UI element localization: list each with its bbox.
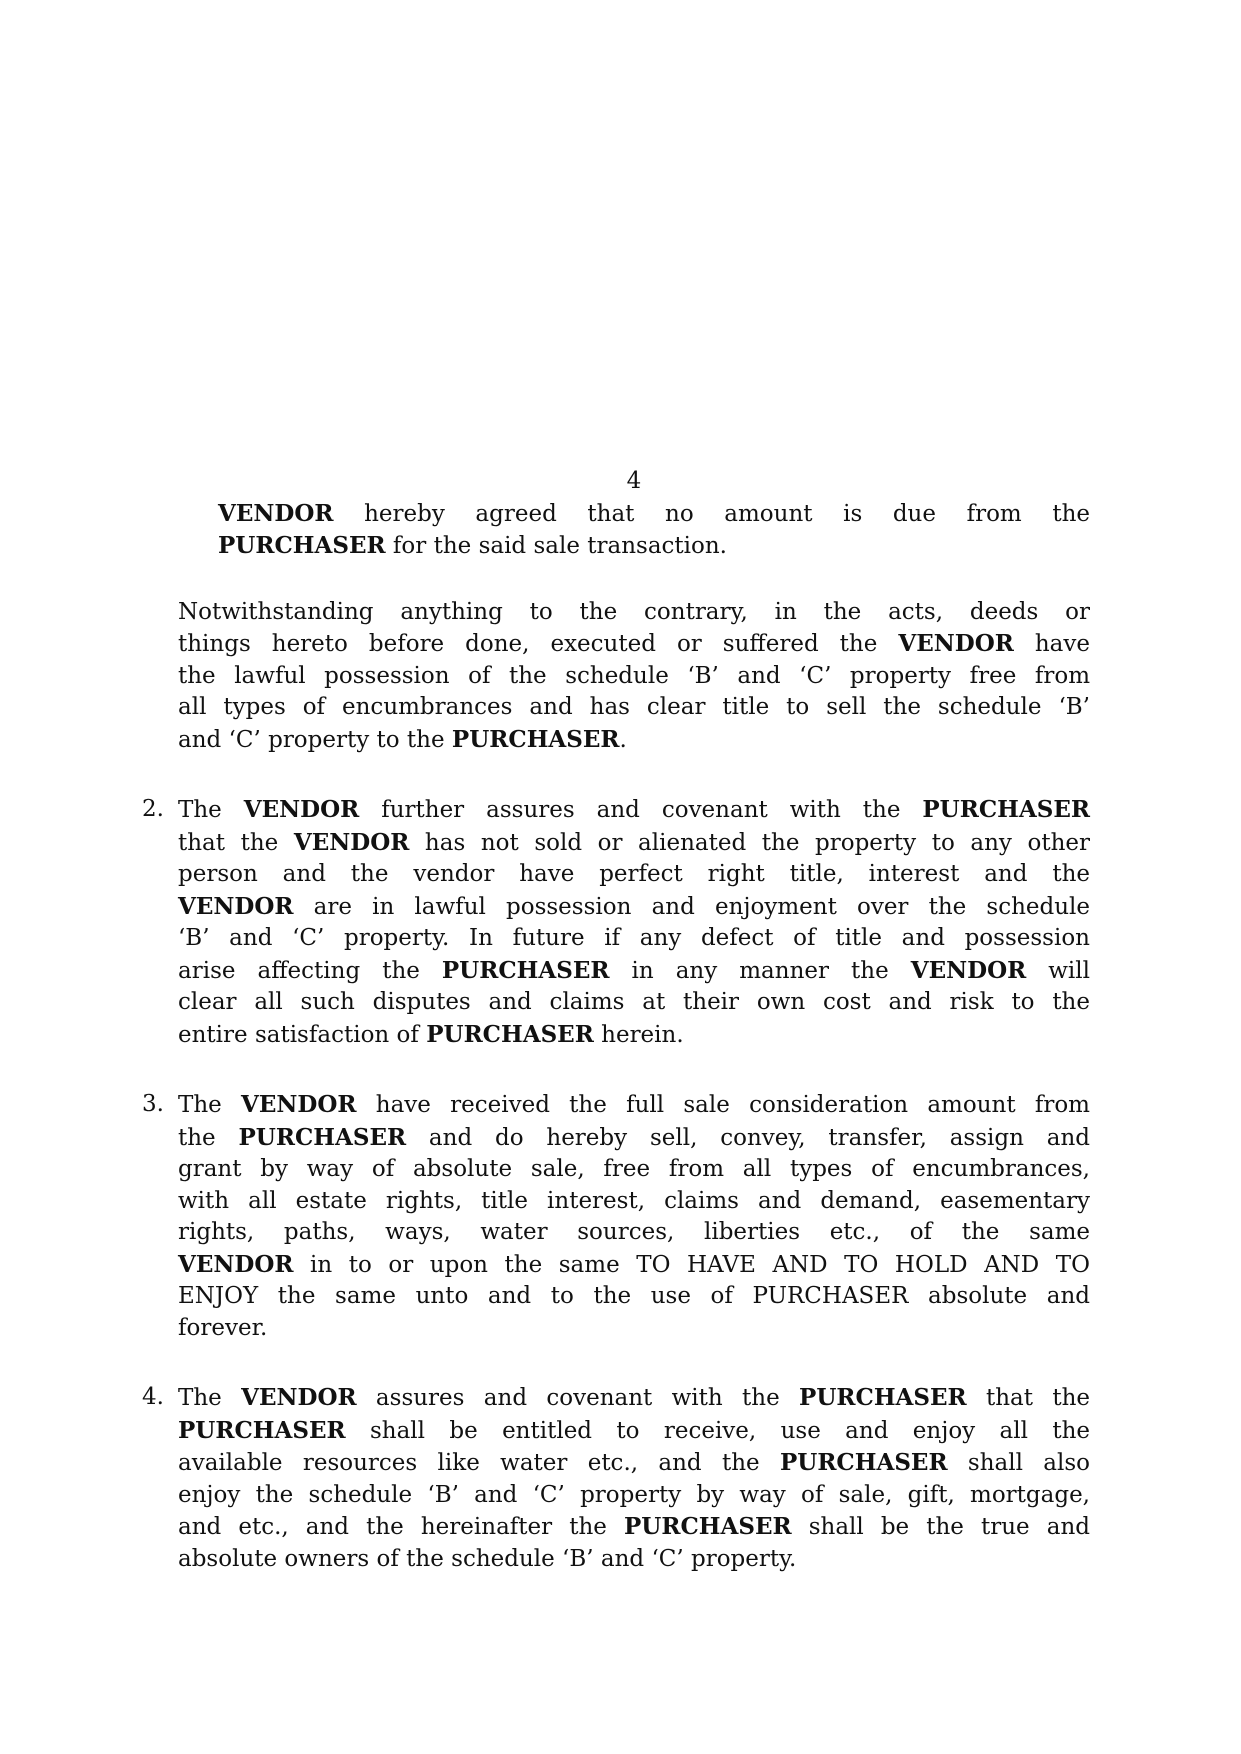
text-run: available resources like water etc., and the — [178, 1450, 780, 1476]
text-run: in to or upon the same TO HAVE AND TO HOLD AND TO — [293, 1251, 1090, 1278]
text-run: ENJOY the same unto and to the use of PURCHASER absolute and — [178, 1283, 1090, 1309]
text-run: with all estate rights, title interest, claims and demand, easementary — [178, 1187, 1090, 1214]
bold-term: VENDOR — [293, 828, 410, 856]
bold-term: PURCHASER — [441, 956, 610, 984]
text-run: the lawful possession of the schedule ‘B’ and ‘C’ property free from — [178, 662, 1090, 689]
bold-term: PURCHASER — [218, 532, 386, 559]
list-item-4 — [142, 1382, 1091, 1575]
text-line — [178, 827, 1090, 860]
text-line — [218, 530, 1090, 563]
text-line — [178, 1186, 1090, 1218]
text-run: that the — [966, 1385, 1090, 1411]
text-run: . — [619, 726, 627, 753]
text-run: absolute owners of the schedule ‘B’ and ‘C’ property. — [178, 1545, 797, 1572]
text-line — [178, 987, 1090, 1019]
text-run: are in lawful possession and enjoyment over the schedule — [293, 893, 1090, 920]
text-run: rights, paths, ways, water sources, liberties etc., of the same — [178, 1219, 1090, 1245]
text-line — [178, 661, 1090, 693]
text-run: hereby agreed that no amount is due from the — [333, 500, 1090, 527]
text-run: The — [178, 1385, 242, 1411]
text-run: have received the full sale consideration amount from — [356, 1092, 1090, 1118]
text-run: further assures and covenant with the — [359, 797, 923, 823]
text-run: and ‘C’ property to the — [178, 726, 452, 753]
text-line — [178, 1281, 1090, 1313]
page-number: 4 — [626, 468, 642, 494]
bold-term: VENDOR — [241, 1091, 357, 1118]
text-run: for the said sale transaction. — [385, 533, 727, 559]
bold-term: PURCHASER — [451, 725, 620, 753]
text-line — [178, 1480, 1090, 1512]
text-run: The — [178, 1092, 242, 1118]
text-line — [178, 628, 1090, 661]
text-line — [178, 1544, 1090, 1576]
text-line — [178, 724, 1090, 757]
text-run: and etc., and the hereinafter the — [178, 1514, 624, 1540]
text-line — [178, 1122, 1090, 1155]
bold-term: VENDOR — [910, 956, 1027, 984]
text-line — [178, 1249, 1090, 1282]
text-run: have — [1013, 631, 1090, 657]
document-body — [142, 0, 1091, 1575]
text-run: herein. — [593, 1021, 684, 1048]
text-line — [178, 1511, 1090, 1544]
text-line — [178, 891, 1090, 924]
text-run: assures and covenant with the — [356, 1385, 800, 1411]
text-run: ‘B’ and ‘C’ property. In future if any defect of title and possession — [178, 925, 1090, 951]
bold-term: VENDOR — [178, 892, 294, 920]
bold-term: PURCHASER — [922, 796, 1090, 823]
text-line — [178, 859, 1090, 891]
text-run: forever. — [178, 1314, 268, 1341]
text-run: shall also — [947, 1450, 1090, 1476]
bold-term: VENDOR — [898, 630, 1014, 657]
item-number: 4. — [142, 1384, 164, 1410]
text-run: shall be entitled to receive, use and enjoy all the — [345, 1417, 1090, 1444]
paragraph — [178, 597, 1090, 757]
bold-term: VENDOR — [241, 1384, 357, 1411]
text-line — [178, 1415, 1090, 1448]
text-run: has not sold or alienated the property to any other — [409, 829, 1090, 856]
text-run: The — [178, 797, 244, 823]
bold-term: PURCHASER — [238, 1123, 407, 1151]
bold-term: VENDOR — [218, 499, 334, 527]
text-run: arise affecting the — [178, 957, 442, 984]
text-line — [178, 1382, 1090, 1415]
text-run: grant by way of absolute sale, free from all types of encumbrances, — [178, 1156, 1090, 1182]
text-line — [178, 955, 1090, 988]
text-run: shall be the true and — [791, 1514, 1091, 1540]
bold-term: VENDOR — [178, 1250, 294, 1278]
text-run: Notwithstanding anything to the contrary, in the acts, deeds or — [178, 598, 1090, 625]
text-line — [178, 597, 1090, 629]
bold-term: PURCHASER — [779, 1449, 948, 1476]
text-line — [178, 794, 1090, 827]
bold-term: PURCHASER — [426, 1020, 594, 1048]
text-line — [178, 1154, 1090, 1186]
text-run: clear all such disputes and claims at their own cost and risk to the — [178, 989, 1090, 1015]
text-run: that the — [178, 829, 294, 856]
text-run: the — [178, 1124, 239, 1151]
text-run: will — [1026, 957, 1090, 984]
bold-term: PURCHASER — [624, 1513, 792, 1540]
text-run: and do hereby sell, convey, transfer, assign and — [406, 1124, 1090, 1151]
text-run: all types of encumbrances and has clear title to sell the schedule ‘B’ — [178, 694, 1090, 720]
list-item-3 — [142, 1089, 1090, 1344]
text-line — [178, 1089, 1090, 1122]
text-line — [178, 1019, 1090, 1052]
text-run: entire satisfaction of — [178, 1021, 427, 1048]
bold-term: VENDOR — [243, 796, 360, 823]
item-number: 2. — [142, 796, 164, 822]
list-item-2 — [142, 794, 1090, 1051]
text-run: in any manner the — [609, 957, 911, 984]
item-number: 3. — [142, 1091, 164, 1117]
text-line — [218, 498, 1090, 531]
text-run: person and the vendor have perfect right title, interest and the — [178, 861, 1090, 887]
text-line — [178, 923, 1090, 955]
text-line — [178, 1313, 1090, 1345]
text-line — [178, 1447, 1090, 1480]
text-line — [178, 1217, 1090, 1249]
bold-term: PURCHASER — [178, 1416, 346, 1444]
text-line — [178, 692, 1090, 724]
text-run: things hereto before done, executed or suffered the — [178, 631, 899, 657]
bold-term: PURCHASER — [799, 1384, 967, 1411]
text-run: enjoy the schedule ‘B’ and ‘C’ property by way of sale, gift, mortgage, — [178, 1481, 1090, 1508]
paragraph — [218, 498, 1090, 563]
